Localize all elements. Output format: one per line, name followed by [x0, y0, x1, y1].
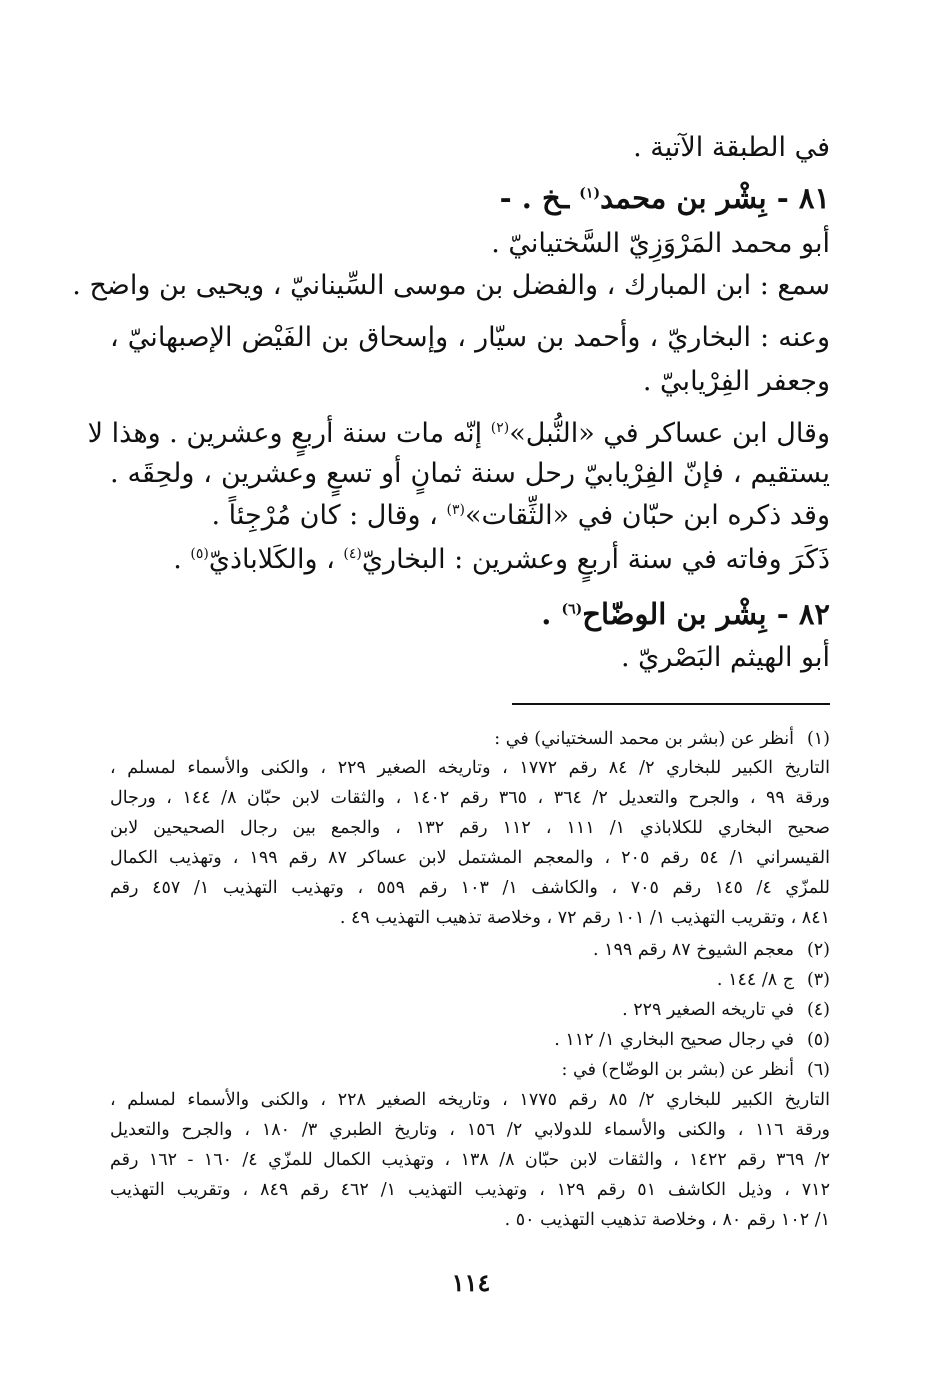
footnote-6-line-2: [110, 1115, 830, 1145]
text: إنّه مات سنة أربعٍ وعشرين . وهذا لا: [87, 418, 491, 449]
footnote-1-line-3: [110, 813, 830, 843]
body-line-5: [110, 318, 830, 358]
footnote-1-line-6: [110, 903, 830, 933]
entry-title: ٨٢ - بِشْر بن الوضّاح: [582, 597, 830, 631]
footnote-1-line-5: [110, 873, 830, 903]
text: أبو الهيثم البَصْريّ .: [620, 642, 830, 673]
footnote-separator: [512, 703, 830, 705]
footnote-number: (٥): [806, 1030, 830, 1050]
footnote-text: التاريخ الكبير للبخاري ٢/ ٨٥ رقم ١٧٧٥ ، وتاريخه الصغير ٢٢٨ ، والكنى والأسماء لمسلم ،: [110, 1090, 830, 1110]
footnote-text: أنظر عن (بشر بن محمد السختياني) في :: [494, 729, 794, 749]
entry-81-heading: [500, 178, 830, 218]
text: وقال ابن عساكر في «النُّبل»: [509, 418, 830, 449]
text: ، وقال : كان مُرْجِئاً .: [211, 500, 447, 531]
footnote-text: ٧١٢ ، وذيل الكاشف ٥١ رقم ١٢٩ ، وتهذيب التهذيب ١/ ٤٦٢ رقم ٨٤٩ ، وتقريب التهذيب: [110, 1180, 830, 1200]
footnote-5: [110, 1025, 830, 1055]
entry-code: ـخ . -: [499, 181, 580, 215]
footnote-6-line-3: [110, 1145, 830, 1175]
body-line-1: [633, 128, 830, 168]
footnote-ref: (٣): [446, 502, 465, 518]
body-line-3: [491, 224, 830, 264]
footnote-text: ١/ ١٠٢ رقم ٨٠ ، وخلاصة تذهيب التهذيب ٥٠ .: [504, 1210, 830, 1230]
footnote-number: (٤): [806, 1000, 830, 1020]
body-line-8: [110, 454, 830, 494]
text: ذَكَرَ وفاته في سنة أربعٍ وعشرين : البخاريّ: [361, 544, 830, 575]
text: .: [173, 544, 191, 575]
footnote-text: ٢/ ٣٦٩ رقم ١٤٢٢ ، والثقات لابن حبّان ٨/ ١٣٨ ، وتهذيب الكمال للمزّي ٤/ ١٦٠ - ١٦٢ رقم: [110, 1150, 830, 1170]
footnote-6-line-1: [110, 1085, 830, 1115]
footnote-3: [110, 965, 830, 995]
footnote-text: ج ٨/ ١٤٤ .: [716, 970, 794, 990]
footnote-ref: (٦): [561, 601, 583, 618]
footnote-4: [110, 995, 830, 1025]
footnote-2: [110, 935, 830, 965]
footnote-ref: (٢): [490, 420, 510, 436]
footnote-text: ورقة ١١٦ ، والكنى والأسماء للدولابي ٢/ ١٥٦ ، وتاريخ الطبري ٣/ ١٨٠ ، والجرح والتعديل: [110, 1120, 830, 1140]
footnote-6-heading: [110, 1055, 830, 1085]
footnote-1-line-4: [110, 843, 830, 873]
footnote-ref: (٥): [190, 546, 209, 562]
text: يستقيم ، فإنّ الفِرْيابيّ رحل سنة ثمانٍ أو تسعٍ وعشرين ، ولحِقَه .: [110, 458, 830, 489]
footnote-text: في رجال صحيح البخاري ١/ ١١٢ .: [554, 1030, 794, 1050]
text: ، والكَلاباذيّ: [208, 544, 344, 575]
text: وعنه : البخاريّ ، وأحمد بن سيّار ، وإسحاق بن الفَيْض الإصبهانيّ ،: [110, 322, 830, 353]
text: أبو محمد المَرْوَزِيّ السَّختيانيّ .: [491, 228, 830, 259]
footnote-text: أنظر عن (بشر بن الوضّاح) في :: [561, 1060, 794, 1080]
text: سمع : ابن المبارك ، والفضل بن موسى السِّينانيّ ، ويحيى بن واضح .: [72, 270, 830, 301]
text: وقد ذكره ابن حبّان في «الثِّقات»: [464, 500, 830, 531]
footnote-text: للمزّي ٤/ ١٤٥ رقم ٧٠٥ ، والكاشف ١/ ١٠٣ رقم ٥٥٩ ، وتهذيب التهذيب ١/ ٤٥٧ رقم: [110, 878, 830, 898]
footnote-number: (٣): [806, 970, 830, 990]
footnote-text: في تاريخه الصغير ٢٢٩ .: [622, 1000, 794, 1020]
footnote-text: ٨٤١ ، وتقريب التهذيب ١/ ١٠١ رقم ٧٢ ، وخلاصة تذهيب التهذيب ٤٩ .: [339, 908, 830, 928]
footnote-number: (٦): [806, 1060, 830, 1080]
body-line-10: [173, 540, 830, 580]
footnote-number: (١): [806, 729, 830, 749]
text: في الطبقة الآتية .: [633, 132, 830, 163]
text: .: [541, 597, 562, 631]
footnote-ref: (١): [579, 185, 601, 202]
body-line-4: [72, 266, 830, 306]
text: وجعفر الفِرْيابيّ .: [642, 366, 830, 397]
footnote-6-line-4: [110, 1175, 830, 1205]
body-line-12: [621, 638, 830, 678]
footnote-text: صحيح البخاري للكلاباذي ١/ ١١١ ، ١١٢ رقم ١٣٢ ، والجمع بين رجال الصحيحين لابن: [110, 818, 830, 838]
entry-title: ٨١ - بِشْر بن محمد: [600, 181, 830, 215]
body-line-9: [211, 496, 830, 536]
footnote-text: ورقة ٩٩ ، والجرح والتعديل ٢/ ٣٦٤ ، ٣٦٥ رقم ١٤٠٢ ، والثقات لابن حبّان ٨/ ١٤٤ ، ورجال: [110, 788, 830, 808]
footnote-1-line-1: [110, 753, 830, 783]
footnote-ref: (٤): [343, 546, 362, 562]
page-number: ١١٤: [451, 1268, 491, 1297]
footnote-number: (٢): [806, 940, 830, 960]
footnote-1-heading: [110, 724, 830, 754]
footnote-text: التاريخ الكبير للبخاري ٢/ ٨٤ رقم ١٧٧٢ ، وتاريخه الصغير ٢٢٩ ، والكنى والأسماء لمسلم ،: [110, 758, 830, 778]
footnote-text: معجم الشيوخ ٨٧ رقم ١٩٩ .: [592, 940, 794, 960]
footnote-text: القيسراني ١/ ٥٤ رقم ٢٠٥ ، والمعجم المشتمل لابن عساكر ٨٧ رقم ١٩٩ ، وتهذيب الكمال: [110, 848, 830, 868]
entry-82-heading: [541, 594, 830, 634]
footnote-6-line-5: [110, 1205, 830, 1235]
footnote-1-line-2: [110, 783, 830, 813]
body-line-7: [87, 414, 830, 454]
body-line-6: [643, 362, 830, 402]
